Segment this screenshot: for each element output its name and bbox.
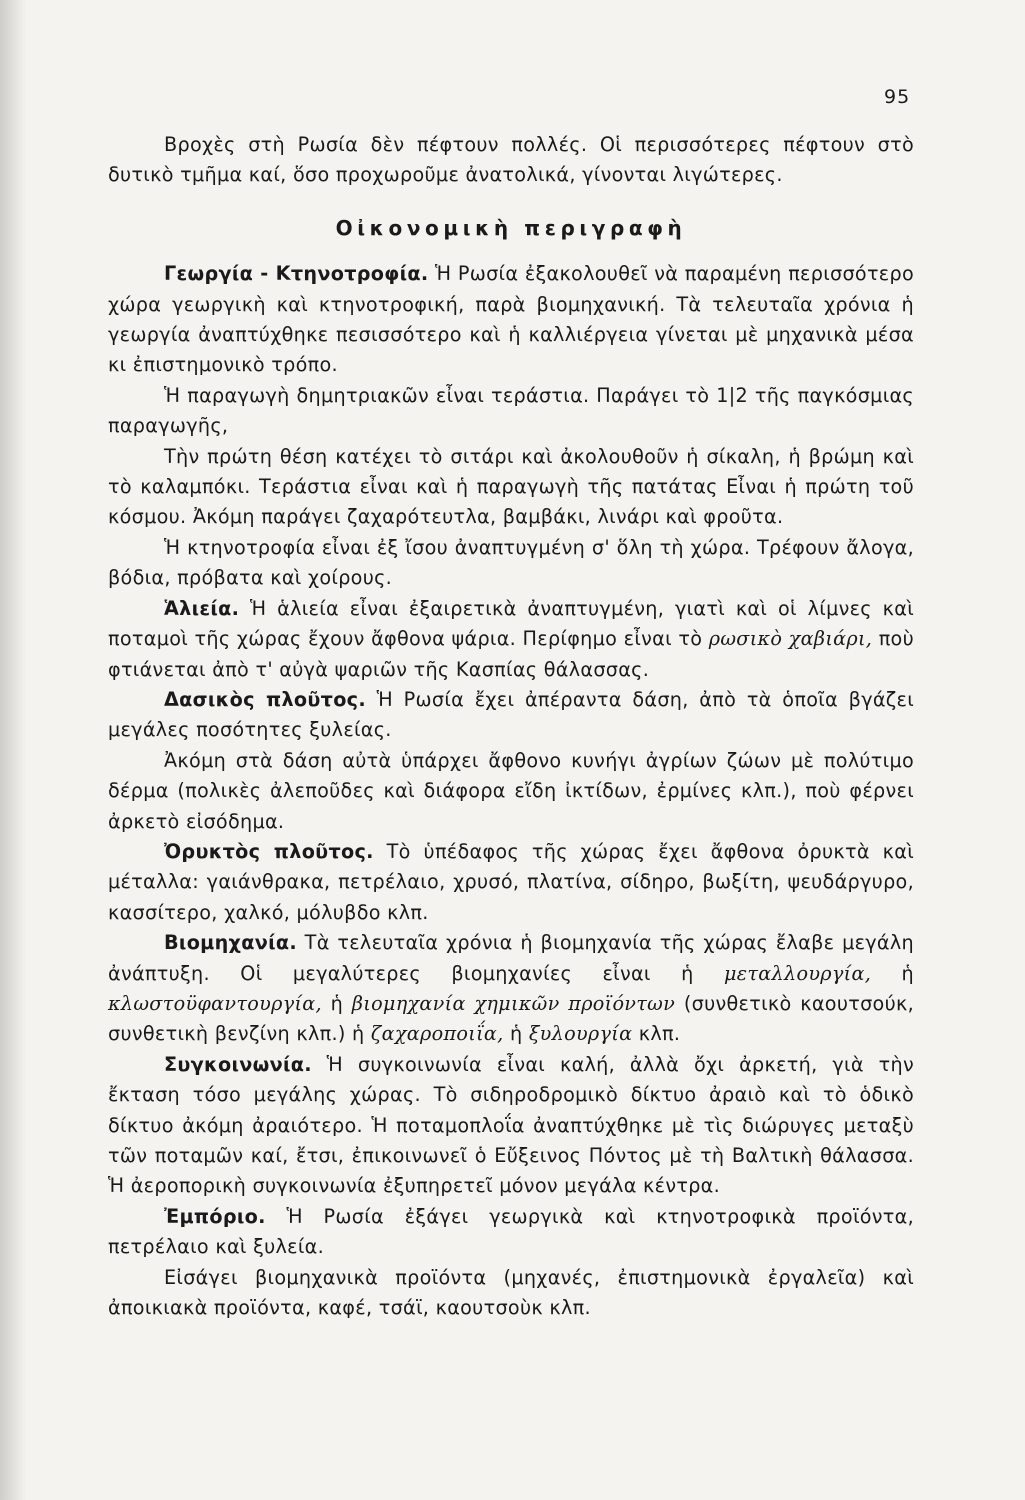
industry-text-f: κλπ. <box>632 1022 681 1046</box>
agriculture-text: Ἡ Ρωσία ἐξακολουθεῖ νὰ παραμένη περισσότερο χώρα γεωργικὴ καὶ κτηνοτροφική, παρὰ βιομηχανική. Τὰ τελευταῖα χρόνια ἡ γεωργία ἀναπτύχθηκε πεσισσότερο καὶ ἡ καλλιέργεια γίνεται μὲ μηχανικὰ μέσα κι ἐπιστημονικὸ τρόπο. <box>108 262 914 377</box>
page-body <box>108 130 914 1323</box>
minerals-text: Τὸ ὑπέδαφος τῆς χώρας ἔχει ἄφθονα ὀρυκτὰ καὶ μέταλλα: γαιάνθρακα, πετρέλαιο, χρυσό, πλατίνα, σίδηρο, βωξίτη, ψευδάργυρο, κασσίτερο, χαλκό, μόλυβδο κλπ. <box>108 839 914 924</box>
industry-italic-3: βιομηχανία χημικῶν προϊόντων <box>351 991 676 1015</box>
page-edge-shadow <box>0 0 26 1500</box>
paragraph-grain: Ἡ παραγωγὴ δημητριακῶν εἶναι τεράστια. Παράγει τὸ 1|2 τῆς παγκόσμιας παραγωγῆς, <box>108 383 914 438</box>
paragraph-forest <box>108 685 914 746</box>
fishing-text-b: ποὺ φτιάνεται ἀπὸ τ' αὐγὰ ψαριῶν τῆς Κασπίας θάλασσας. <box>108 627 914 681</box>
paragraph-minerals <box>108 837 914 928</box>
trade-text: Ἡ Ρωσία ἐξάγει γεωργικὰ καὶ κτηνοτροφικὰ προϊόντα, πετρέλαιο καὶ ξυλεία. <box>108 1204 914 1259</box>
industry-text-c: ἡ <box>321 991 352 1015</box>
section-heading: Οἰκονομικὴ περιγραφὴ <box>335 215 687 240</box>
paragraph-crops: Τὴν πρώτη θέση κατέχει τὸ σιτάρι καὶ ἀκολουθοῦν ἡ σίκαλη, ἡ βρώμη καὶ τὸ καλαμπόκι. Τεράστια εἶναι καὶ ἡ παραγωγὴ τῆς πατάτας Εἶναι ἡ πρώτη τοῦ κόσμου. Ἀκόμη παράγει ζαχαρότευτλα, βαμβάκι, λινάρι καὶ φροῦτα. <box>108 444 914 529</box>
paragraph-transport <box>108 1050 914 1202</box>
fishing-text-a: Ἡ ἁλιεία εἶναι ἐξαιρετικὰ ἀναπτυγμένη, γιατὶ καὶ οἱ λίμνες καὶ ποταμοὶ τῆς χώρας ἔχουν ἄφθονα ψάρια. Περίφημο εἶναι τὸ <box>108 596 914 651</box>
paragraph-fishing <box>108 594 914 685</box>
industry-italic-5: ξυλουργία <box>528 1022 633 1046</box>
subheading-trade: Ἐμπόριο. <box>164 1204 266 1228</box>
subheading-forest: Δασικὸς πλοῦτος. <box>164 687 366 711</box>
forest-text: Ἡ Ρωσία ἔχει ἀπέραντα δάση, ἀπὸ τὰ ὁποῖα βγάζει μεγάλες ποσότητες ξυλείας. <box>108 687 914 742</box>
paragraph-rain: Βροχὲς στὴ Ρωσία δὲν πέφτουν πολλές. Οἱ περισσότερες πέφτουν στὸ δυτικὸ τμῆμα καί, ὅσο προχωροῦμε ἀνατολικά, γίνονται λιγώτερες. <box>108 133 914 187</box>
paragraph-livestock: Ἡ κτηνοτροφία εἶναι ἐξ ἴσου ἀναπτυγμένη σ' ὅλη τὴ χώρα. Τρέφουν ἄλογα, βόδια, πρόβατα καὶ χοίρους. <box>108 535 914 590</box>
industry-italic-2: κλωστοϋφαντουργία, <box>108 991 322 1015</box>
subheading-industry: Βιομηχανία. <box>164 931 297 955</box>
paragraph-agriculture <box>108 259 914 381</box>
industry-italic-4: ζαχαροποιΐα, <box>370 1022 504 1046</box>
subheading-minerals: Ὀρυκτὸς πλοῦτος. <box>164 839 374 863</box>
paragraph-imports: Εἰσάγει βιομηχανικὰ προϊόντα (μηχανές, ἐπιστημονικὰ ἐργαλεῖα) καὶ ἀποικιακὰ προϊόντα, καφέ, τσάϊ, καουτσοὺκ κλπ. <box>108 1265 914 1320</box>
transport-text: Ἡ συγκοινωνία εἶναι καλή, ἀλλὰ ὄχι ἀρκετή, γιὰ τὴν ἔκταση τόσο μεγάλης χώρας. Τὸ σιδηροδρομικὸ δίκτυο ἀραιὸ καὶ τὸ ὁδικὸ δίκτυο ἀκόμη ἀραιότερο. Ἡ ποταμοπλοΐα ἀναπτύχθηκε μὲ τὶς διώρυγες μεταξὺ τῶν ποταμῶν καί, ἔτσι, ἐπικοινωνεῖ ὁ Εὔξεινος Πόντος μὲ τὴ Βαλτικὴ θάλασσα. Ἡ ἀεροπορικὴ συγκοινωνία ἐξυπηρετεῖ μόνον μεγάλα κέντρα. <box>108 1052 914 1198</box>
subheading-agriculture: Γεωργία - Κτηνοτροφία. <box>164 262 429 286</box>
paragraph-hunting: Ἀκόμη στὰ δάση αὐτὰ ὑπάρχει ἄφθονο κυνήγι ἀγρίων ζώων μὲ πολύτιμο δέρμα (πολικὲς ἀλεποῦδες καὶ διάφορα εἴδη ἰκτίδων, ἐρμίνες κλπ.), ποὺ φέρνει ἀρκετὸ εἰσόδημα. <box>108 748 914 833</box>
industry-italic-1: μεταλλουργία, <box>724 961 872 985</box>
paragraph-industry <box>108 928 914 1050</box>
industry-text-b: ἡ <box>871 961 914 985</box>
industry-text-d: (συνθετικὸ καουτσούκ, συνθετικὴ βενζίνη κλπ.) ἡ <box>108 991 914 1046</box>
subheading-fishing: Ἁλιεία. <box>164 596 240 620</box>
industry-text-a: Τὰ τελευταῖα χρόνια ἡ βιομηχανία τῆς χώρας ἔλαβε μεγάλη ἀνάπτυξη. Οἱ μεγαλύτερες βιομηχανίες εἶναι ἡ <box>108 931 914 985</box>
page-number: 95 <box>884 86 911 108</box>
fishing-italic: ρωσικὸ χαβιάρι, <box>708 627 873 651</box>
industry-text-e: ἡ <box>503 1022 529 1046</box>
paragraph-trade <box>108 1202 914 1263</box>
subheading-transport: Συγκοινωνία. <box>164 1052 312 1076</box>
